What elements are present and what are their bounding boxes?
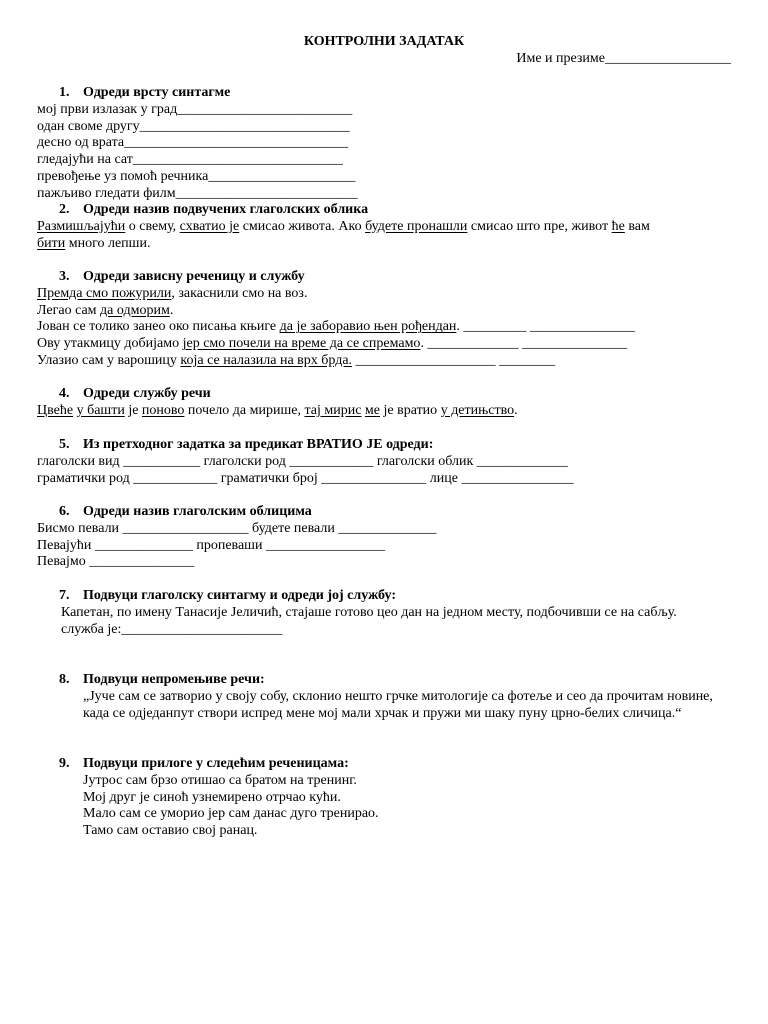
question-heading: 4. Одреди службу речи (59, 386, 211, 401)
answer-line: Певајмо _______________ (37, 554, 195, 570)
sentence: Легао сам да одморим. (37, 302, 174, 318)
question-heading: 3. Одреди зависну реченицу и службу (59, 269, 305, 284)
question-4 (37, 386, 737, 420)
question-7 (37, 588, 737, 638)
question-heading: 2. Одреди назив подвучених глаголских облика (59, 202, 369, 217)
question-number: 1. (59, 85, 70, 100)
page-title: КОНТРОЛНИ ЗАДАТАК (303, 34, 465, 49)
list-item: одан своме другу______________________________ (37, 118, 350, 134)
sentence: Цвеће у башти је поново почело да мирише, тај мирис ме је вратио у детињство. (37, 402, 518, 418)
list-item: десно од врата________________________________ (37, 135, 349, 151)
question-number: 2. (59, 202, 70, 217)
sentence: Мало сам се уморио јер сам данас дуго тренирао. (83, 806, 379, 822)
list-item: гледајући на сат______________________________ (37, 152, 343, 168)
question-number: 8. (59, 672, 70, 687)
question-text: Размишљајући о свему, схватио је смисао живота. Ако будете пронашли смисао што пре, живот ће вам (37, 218, 650, 234)
sentence: Ову утакмицу добијамо јер смо почели на време да се спремамо. _____________ _______________ (37, 336, 627, 352)
question-number: 6. (59, 504, 70, 519)
question-text: бити много лепши. (37, 235, 151, 251)
sentence: Тамо сам оставио свој ранац. (83, 823, 258, 839)
question-2 (37, 202, 737, 252)
question-heading: 9. Подвуци прилоге у следећим реченицама: (59, 756, 349, 771)
question-heading: 8. Подвуци непромењиве речи: (59, 672, 265, 687)
question-heading: 1. Одреди врсту синтагме (59, 85, 231, 100)
sentence: Премда смо пожурили, закаснили смо на воз. (37, 285, 308, 301)
question-heading: 7. Подвуци глаголску синтагму и одреди јој службу: (59, 588, 396, 603)
list-item: пажљиво гледати филм__________________________ (37, 185, 358, 201)
question-heading: 5. Из претходног задатка за предикат ВРАТИО ЈЕ одреди: (59, 437, 434, 452)
question-number: 5. (59, 437, 70, 452)
question-8 (37, 672, 737, 722)
name-field: Име и презиме__________________ (516, 51, 731, 66)
question-number: 4. (59, 386, 70, 401)
question-text: Капетан, по имену Танасије Јеличић, стајаше готово цео дан на једном месту, подбочивши се на сабљу. (61, 604, 677, 620)
sentence: Улазио сам у варошицу која се налазила на врх брда. ____________________ ________ (37, 352, 556, 368)
answer-line: Бисмо певали __________________ будете певали ______________ (37, 520, 437, 536)
sentence: Јован се толико занео око писања књиге да је заборавио њен рођендан. _________ _______________ (37, 319, 635, 335)
answer-line: глаголски вид ___________ глаголски род ____________ глаголски облик _____________ (37, 453, 568, 469)
answer-line: служба је:_______________________ (61, 621, 283, 637)
sentence: Јутрос сам брзо отишао са братом на тренинг. (83, 772, 357, 788)
question-heading: 6. Одреди назив глаголским облицима (59, 504, 312, 519)
question-text: „Јуче сам се затворио у своју собу, склонио нешто грчке митологије са фотеље и сео да прочитам новине, када се одједанпут створи испред мене мој мали хрчак и пружи ми шаку пуну црно-белих сличица.“ (83, 688, 713, 721)
question-5 (37, 437, 737, 487)
answer-line: граматички род ____________ граматички број _______________ лице ________________ (37, 470, 574, 486)
question-1 (37, 85, 737, 203)
question-number: 3. (59, 269, 70, 284)
sentence: Мој друг је синоћ узнемирено отрчао кући. (83, 789, 341, 805)
question-6 (37, 504, 737, 571)
list-item: превођење уз помоћ речника_____________________ (37, 168, 356, 184)
question-number: 9. (59, 756, 70, 771)
answer-line: Певајући ______________ пропеваши _________________ (37, 537, 385, 553)
question-3 (37, 269, 737, 370)
question-9 (37, 756, 737, 840)
question-number: 7. (59, 588, 70, 603)
list-item: мој први излазак у град_________________________ (37, 101, 353, 117)
